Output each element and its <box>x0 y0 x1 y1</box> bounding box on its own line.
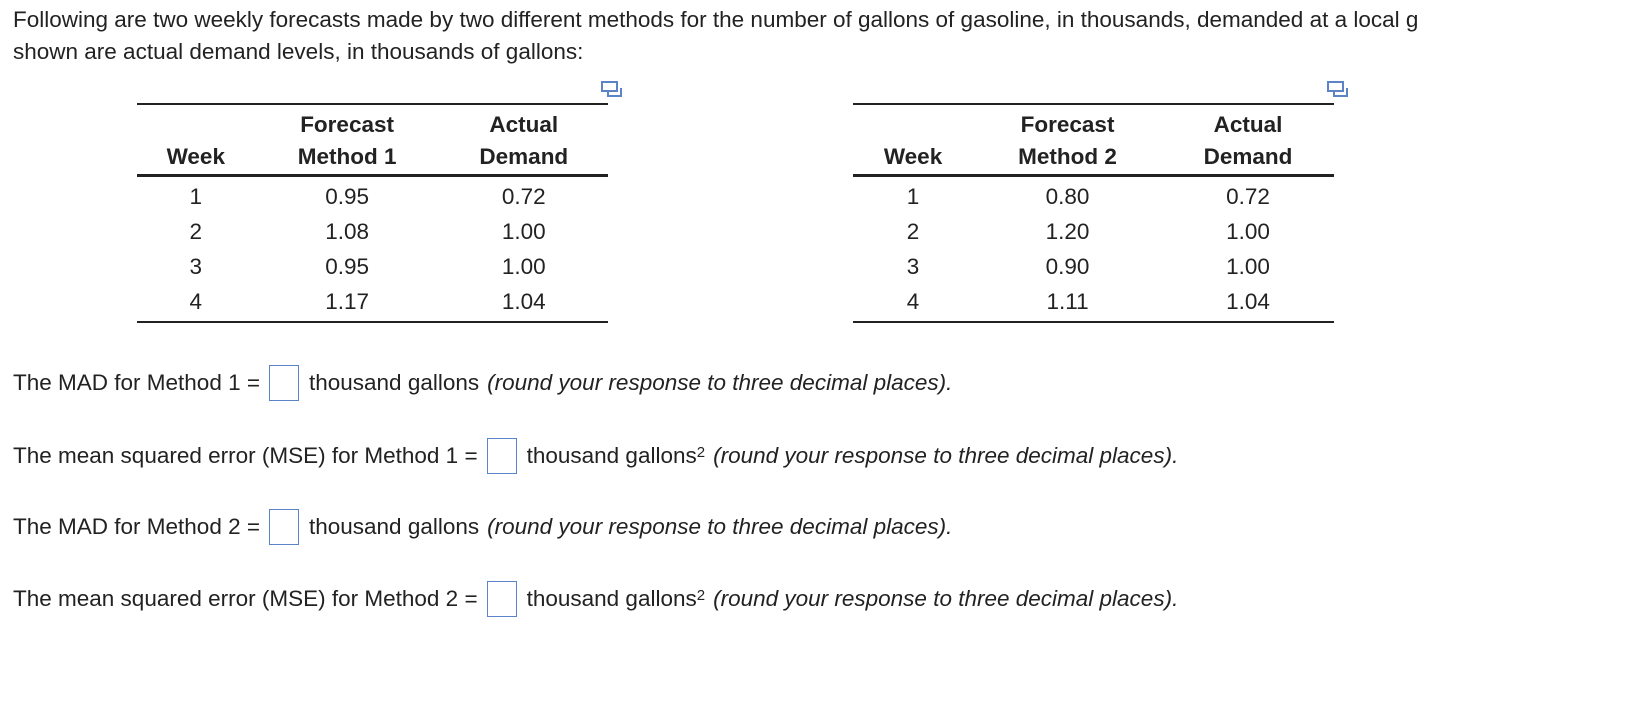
table-row <box>137 284 608 322</box>
cell-actual: 1.04 <box>1226 289 1270 314</box>
cell-forecast: 1.08 <box>325 219 369 244</box>
unit-label: thousand gallons <box>308 514 480 539</box>
cell-week: 1 <box>189 184 203 209</box>
method-1-table-container <box>137 103 608 323</box>
cell-week: 2 <box>906 219 920 244</box>
unit-exponent: 2 <box>696 587 706 604</box>
question-label: The mean squared error (MSE) for Method 1 = <box>13 443 478 468</box>
cell-actual: 0.72 <box>501 184 546 209</box>
question-mad-method-2 <box>13 509 952 545</box>
cell-actual: 1.00 <box>501 254 546 279</box>
question-label: The mean squared error (MSE) for Method 2 = <box>13 586 478 611</box>
cell-actual: 0.72 <box>1226 184 1270 209</box>
cell-week: 3 <box>906 254 920 279</box>
col-week: Week <box>853 104 973 176</box>
col-week: Week <box>137 104 255 176</box>
cell-forecast: 0.90 <box>1045 254 1090 279</box>
rounding-hint: (round your response to three decimal places). <box>713 586 1179 611</box>
intro-line-2: shown are actual demand levels, in thousands of gallons: <box>13 39 584 64</box>
rounding-hint: (round your response to three decimal places). <box>713 443 1179 468</box>
table-row <box>137 249 608 284</box>
cell-actual: 1.04 <box>501 289 546 314</box>
rounding-hint: (round your response to three decimal places). <box>487 514 953 539</box>
intro-line-1: Following are two weekly forecasts made by two different methods for the number of gallons of gasoline, in thousands, demanded at a local g <box>13 7 1419 32</box>
rounding-hint: (round your response to three decimal places). <box>487 370 953 395</box>
question-mse-method-2 <box>13 581 1178 617</box>
cell-actual: 1.00 <box>501 219 546 244</box>
unit-exponent: 2 <box>696 444 706 461</box>
col-forecast: Forecast Method 2 <box>973 104 1162 176</box>
cell-forecast: 1.11 <box>1046 289 1089 314</box>
col-actual: Actual Demand <box>440 104 608 176</box>
col-forecast: Forecast Method 1 <box>255 104 440 176</box>
method-2-table-container <box>853 103 1334 323</box>
cell-week: 3 <box>189 254 203 279</box>
cell-week: 1 <box>906 184 920 209</box>
col-actual: Actual Demand <box>1162 104 1334 176</box>
cell-forecast: 1.20 <box>1045 219 1090 244</box>
unit-label: thousand gallons <box>526 586 697 611</box>
table-row <box>853 249 1334 284</box>
cell-forecast: 0.80 <box>1045 184 1090 209</box>
table-header-row <box>853 104 1334 176</box>
answer-input-mad-method-2[interactable] <box>269 509 299 545</box>
table-row <box>137 214 608 249</box>
question-mad-method-1 <box>13 365 952 401</box>
copy-table-icon[interactable] <box>600 80 624 98</box>
question-mse-method-1 <box>13 438 1178 474</box>
question-label: The MAD for Method 2 = <box>13 514 260 539</box>
unit-label: thousand gallons <box>308 370 480 395</box>
unit-label: thousand gallons <box>526 443 697 468</box>
table-header-row <box>137 104 608 176</box>
cell-actual: 1.00 <box>1226 254 1270 279</box>
copy-table-icon[interactable] <box>1326 80 1350 98</box>
table-row <box>853 284 1334 322</box>
answer-input-mse-method-2[interactable] <box>487 581 517 617</box>
cell-week: 2 <box>189 219 203 244</box>
table-row <box>853 176 1334 215</box>
cell-week: 4 <box>906 289 920 314</box>
cell-week: 4 <box>189 289 203 314</box>
question-label: The MAD for Method 1 = <box>13 370 260 395</box>
answer-input-mse-method-1[interactable] <box>487 438 517 474</box>
answer-input-mad-method-1[interactable] <box>269 365 299 401</box>
method-1-table <box>137 103 608 323</box>
problem-intro <box>13 4 1636 68</box>
cell-forecast: 0.95 <box>325 254 369 279</box>
cell-actual: 1.00 <box>1226 219 1270 244</box>
table-row <box>853 214 1334 249</box>
cell-forecast: 0.95 <box>325 184 369 209</box>
table-row <box>137 176 608 215</box>
cell-forecast: 1.17 <box>325 289 369 314</box>
method-2-table <box>853 103 1334 323</box>
